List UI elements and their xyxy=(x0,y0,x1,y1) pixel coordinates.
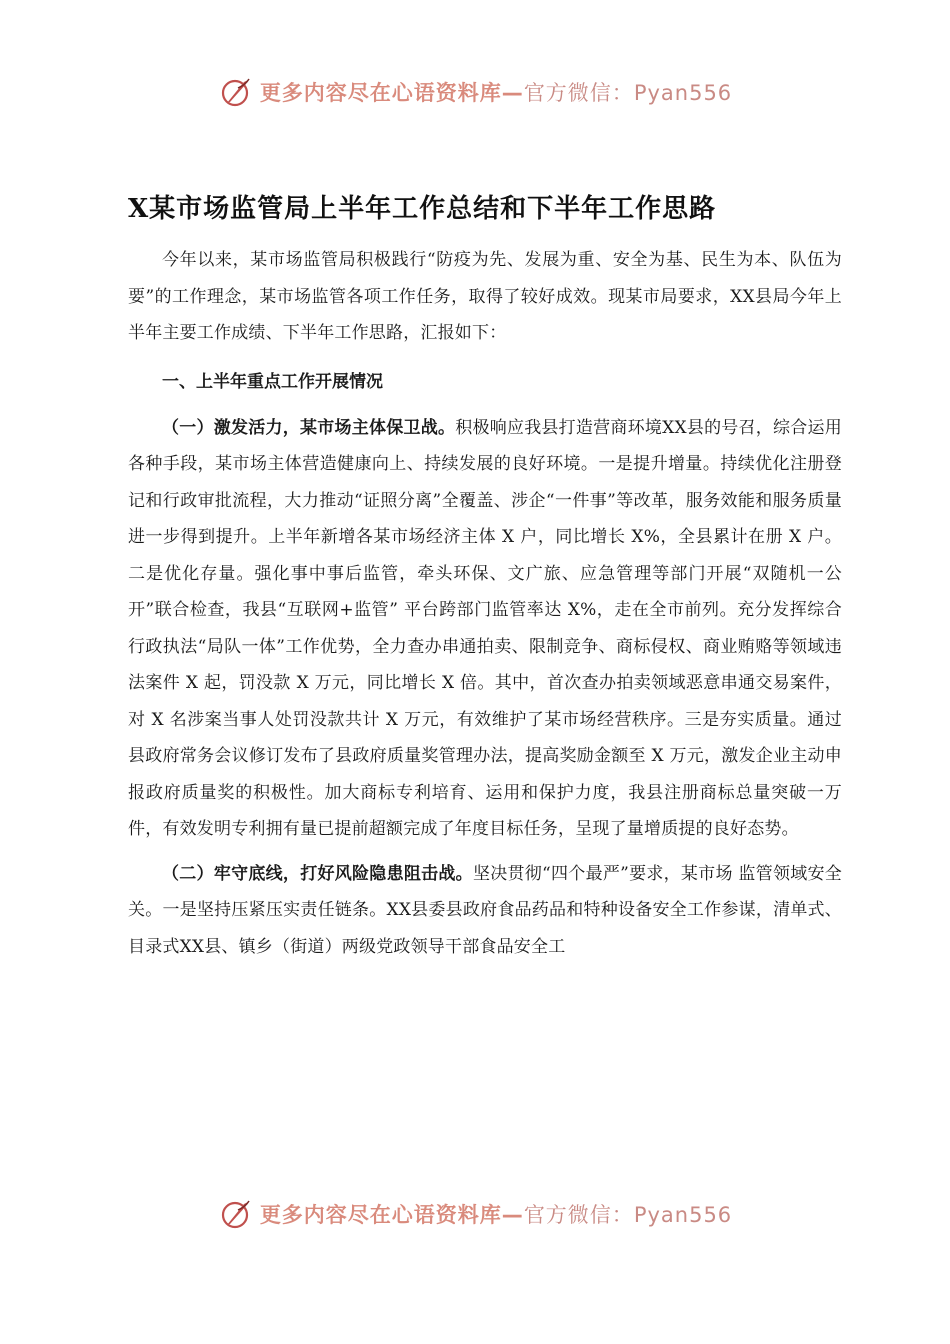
subsection-1-heading: （一）激发活力，某市场主体保卫战。 xyxy=(162,417,456,438)
quill-pen-logo-icon xyxy=(218,74,254,110)
subsection-1-paragraph xyxy=(128,410,842,848)
subsection-2-heading: （二）牢守底线，打好风险隐患阻击战。 xyxy=(162,863,473,884)
subsection-2-body: 坚决贯彻“四个最严”要求，某市场 监管领域安全关。一是坚持压紧压实责任链条。XX县委县政府食品药品和特种设备安全工作参谋，清单式、目录式XX县、镇乡（街道）两级党政领导干部食品安全工 xyxy=(128,863,842,957)
quill-pen-logo-icon xyxy=(218,1196,254,1232)
intro-paragraph: 今年以来，某市场监管局积极践行“防疫为先、发展为重、安全为基、民生为本、队伍为要”的工作理念，某市场监管各项工作任务，取得了较好成效。现某市局要求，XX县局今年上半年主要工作成绩、下半年工作思路，汇报如下： xyxy=(128,250,842,343)
document-body xyxy=(128,242,842,965)
watermark-text xyxy=(260,1199,732,1229)
subsection-1-body: 积极响应我县打造营商环境XX县的号召，综合运用各种手段，某市场主体营造健康向上、持续发展的良好环境。一是提升增量。持续优化注册登记和行政审批流程，大力推动“证照分离”全覆盖、涉企“一件事”等改革，服务效能和服务质量进一步得到提升。上半年新增各某市场经济主体 X 户，同比增长 X%，全县累计在册 X 户。二是优化存量。强化事中事后监管，牵头环保、文广旅、应急管理等部门开展“双随机一公开”联合检查，我县“互联网+监管” 平台跨部门监管率达 X%，走在全市前列。充分发挥综合行政执法“局队一体”工作优势，全力查办串通拍卖、限制竞争、商标侵权、商业贿赂等领域违法案件 X 起，罚没款 X 万元，同比增长 X 倍。其中，首次查办拍卖领域恶意串通交易案件，对 X 名涉案当事人处罚没款共计 X 万元，有效维护了某市场经营秩序。三是夯实质量。通过县政府常务会议修订发布了县政府质量奖管理办法，提高奖励金额至 X 万元，激发企业主动申报政府质量奖的积极性。加大商标专利培育、运用和保护力度，我县注册商标总量突破一万件，有效发明专利拥有量已提前超额完成了年度目标任务，呈现了量增质提的良好态势。 xyxy=(128,417,842,839)
footer-watermark xyxy=(0,1194,950,1234)
watermark-wechat: 官方微信： xyxy=(523,81,634,105)
watermark-text xyxy=(260,77,732,107)
watermark-cn: 更多内容尽在心语资料库— xyxy=(259,1203,524,1227)
header-watermark xyxy=(0,72,950,112)
subsection-2-paragraph xyxy=(128,856,842,966)
section-heading: 一、上半年重点工作开展情况 xyxy=(162,371,383,392)
watermark-id: Pyan556 xyxy=(633,1203,733,1227)
watermark-id: Pyan556 xyxy=(633,81,733,105)
watermark-wechat: 官方微信： xyxy=(523,1203,634,1227)
document-title: X某市场监管局上半年工作总结和下半年工作思路 xyxy=(128,194,717,224)
watermark-cn: 更多内容尽在心语资料库— xyxy=(259,81,524,105)
